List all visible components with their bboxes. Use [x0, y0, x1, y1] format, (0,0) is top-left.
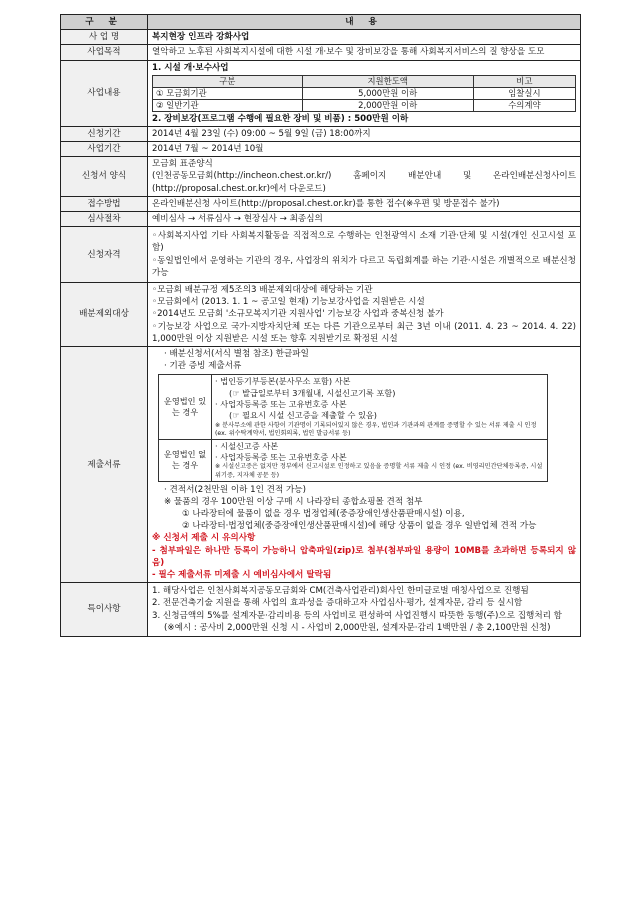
exclusion-item: ◦모금회 배분규정 제5조의3 배분제외대상에 해당하는 기관 [152, 285, 373, 296]
support-table-header [153, 75, 576, 87]
proof-label-nocorp: 운영법인 없는 경우 [159, 439, 212, 481]
label-documents: 제출서류 [61, 347, 148, 583]
proof-label-corp: 운영법인 있는 경우 [159, 375, 212, 439]
support-limit-table [152, 75, 576, 112]
proof-content-nocorp [212, 439, 548, 481]
value-special [148, 583, 581, 637]
support-cell-type: ② 일반기관 [153, 99, 303, 111]
header-content: 내 용 [148, 15, 581, 30]
documents-intro: · 기관 증빙 제출서류 [164, 361, 242, 372]
row-submission-method [61, 196, 581, 211]
label-review: 심사절차 [61, 212, 148, 227]
support-cell-limit: 5,000만원 이하 [302, 87, 473, 99]
special-item: 1. 해당사업은 인천사회복지공동모금회와 CM(건축사업관리)회사인 한미글로벌 매칭사업으로 진행됨 [152, 586, 529, 597]
eligibility-item: ◦동일법인에서 운영하는 기관의 경우, 사업장의 위치가 다르고 독립회계를 하는 기관·시설은 개별적으로 배분신청 가능 [152, 255, 576, 278]
value-review: 예비심사 → 서류심사 → 현장심사 → 최종심의 [148, 212, 581, 227]
label-form: 신청서 양식 [61, 157, 148, 197]
document-page [60, 14, 581, 637]
row-exclusion [61, 283, 581, 347]
row-application-period [61, 126, 581, 141]
label-purpose: 사업목적 [61, 45, 148, 60]
row-project-period [61, 141, 581, 156]
exclusion-item: ◦기능보강 사업으로 국가·지방자치단체 또는 다른 기관으로부터 최근 3년 이내 (2011. 4. 23 ~ 2014. 4. 22) 1,000만원 이상 지원받은 시설 또는 향후 지원받기로 확정된 시설 [152, 321, 576, 344]
proof-row-nocorp [159, 439, 548, 481]
special-example: (※예시 : 공사비 2,000만원 신청 시 - 사업비 2,000만원, 설계자문·감리 1백만원 / 총 2,100만원 신청) [164, 622, 551, 633]
label-exclusion: 배분제외대상 [61, 283, 148, 347]
exclusion-item: ◦모금회에서 (2013. 1. 1 ~ 공고일 현재) 기능보강사업을 지원받은 시설 [152, 297, 425, 308]
support-cell-note: 수의계약 [473, 99, 575, 111]
proof-line: · 시설신고증 사본 [215, 440, 279, 451]
content-item2: 2. 장비보강(프로그램 수행에 필요한 장비 및 비품) : 500만원 이하 [152, 113, 409, 124]
label-submission-method: 접수방법 [61, 196, 148, 211]
proof-line: · 사업자등록증 또는 고유번호증 사본 [215, 452, 347, 463]
documents-goods-1: ① 나라장터에 물품이 없을 경우 법정업체(중증장애인생산품판매시설) 이용, [182, 508, 465, 519]
support-cell-limit: 2,000만원 이하 [302, 99, 473, 111]
header-category: 구 분 [61, 15, 148, 30]
form-line1: 모금회 표준양식 [152, 159, 213, 170]
documents-goods-2: ② 나라장터·법정업체(중증장애인생산품판매시설)에 해당 상품이 없을 경우 일반업체 견적 가능 [182, 521, 537, 532]
row-documents [61, 347, 581, 583]
form-line2: (인천공동모금회(http://incheon.chest.or.kr/) 홈페이지 배분안내 및 온라인배분신청사이트(http://proposal.chest.or.kr)에서 다운로드) [152, 171, 576, 194]
caution-item: - 첨부파일은 하나만 등록이 가능하니 압축파일(zip)로 첨부(첨부파일 용량이 10MB를 초과하면 등록되지 않음) [152, 545, 576, 568]
exclusion-item: ◦2014년도 모금회 '소규모복지기관 지원사업' 기능보강 사업과 중복신청 불가 [152, 309, 444, 320]
caution-item: - 필수 제출서류 미제출 시 예비심사에서 탈락됨 [152, 569, 332, 580]
value-form [148, 157, 581, 197]
support-table-row [153, 99, 576, 111]
value-content [148, 60, 581, 126]
table-header-row [61, 15, 581, 30]
proof-line: · 사업자등록증 또는 고유번호증 사본 [215, 399, 347, 410]
value-project-period: 2014년 7월 ~ 2014년 10월 [148, 141, 581, 156]
project-info-table [60, 14, 581, 637]
row-form [61, 157, 581, 197]
proof-line: (☞ 필요시 시설 신고증을 제출할 수 있음) [229, 410, 377, 421]
documents-intro: · 배분신청서(서식 별첨 참조) 한글파일 [164, 349, 309, 360]
row-special [61, 583, 581, 637]
label-application-period: 신청기간 [61, 126, 148, 141]
proof-documents-table [158, 374, 548, 481]
proof-note: ※ 시설신고증은 없지만 정부에서 신고시설로 인정하고 있음을 증명할 서류 제출 시 인정 (ex. 비영리민간단체등록증, 시설위기증, 지자체 공문 등) [215, 463, 543, 479]
value-exclusion [148, 283, 581, 347]
support-header-type: 구분 [153, 75, 303, 87]
label-project-period: 사업기간 [61, 141, 148, 156]
proof-content-corp [212, 375, 548, 439]
support-cell-note: 임찰실시 [473, 87, 575, 99]
label-special: 특이사항 [61, 583, 148, 637]
label-eligibility: 신청자격 [61, 227, 148, 283]
value-application-period: 2014년 4월 23일 (수) 09:00 ~ 5월 9일 (금) 18:00까지 [148, 126, 581, 141]
support-table-row [153, 87, 576, 99]
value-eligibility [148, 227, 581, 283]
documents-estimate: · 견적서(2천만원 이하 1인 견적 가능) [164, 484, 306, 495]
documents-goods: ※ 물품의 경우 100만원 이상 구매 시 나라장터 종합쇼핑몰 견적 첨부 [164, 496, 423, 507]
content-item1-title: 1. 시설 개·보수사업 [152, 62, 229, 73]
value-documents [148, 347, 581, 583]
value-submission-method: 온라인배분신청 사이트(http://proposal.chest.or.kr)를 통한 접수(※우편 및 방문접수 불가) [148, 196, 581, 211]
special-item: 3. 신청금액의 5%를 설계자문·감리비용 등의 사업비로 편성하여 사업진행시 따뜻한 동행(주)으로 집행처리 함 [152, 610, 562, 621]
support-header-note: 비고 [473, 75, 575, 87]
special-item: 2. 전문건축기술 지원을 통해 사업의 효과성을 증대하고자 사업심사·평가, 설계자문, 감리 등 실시함 [152, 598, 523, 609]
proof-line: (☞ 발급일로부터 3개월내, 시설신고기록 포함) [229, 387, 396, 398]
proof-line: · 법인등기부등본(분사무소 포함) 사본 [215, 376, 351, 387]
row-eligibility [61, 227, 581, 283]
value-project-name: 복지현장 인프라 강화사업 [148, 30, 581, 45]
value-purpose: 열악하고 노후된 사회복지시설에 대한 시설 개·보수 및 장비보강을 통해 사회복지서비스의 질 향상을 도모 [148, 45, 581, 60]
eligibility-item: ◦사회복지사업 기타 사회복지활동을 직접적으로 수행하는 인천광역시 소재 기관·단체 및 시설(개인 신고시설 포함) [152, 231, 576, 254]
label-project-name: 사 업 명 [61, 30, 148, 45]
row-content [61, 60, 581, 126]
row-purpose [61, 45, 581, 60]
support-cell-type: ① 모금회기관 [153, 87, 303, 99]
row-review [61, 212, 581, 227]
row-project-name [61, 30, 581, 45]
proof-note: ※ 분사무소에 관한 사항이 기관명이 기록되어있지 않은 경우, 법인과 기관과의 관계를 증명할 수 있는 서류 제출 시 인정(ex. 위수탁계약서, 법인회의록, 법인 발급서류 등) [215, 421, 537, 437]
label-content: 사업내용 [61, 60, 148, 126]
support-header-limit: 지원한도액 [302, 75, 473, 87]
proof-row-corp [159, 375, 548, 439]
caution-title: ※ 신청서 제출 시 유의사항 [152, 533, 256, 544]
